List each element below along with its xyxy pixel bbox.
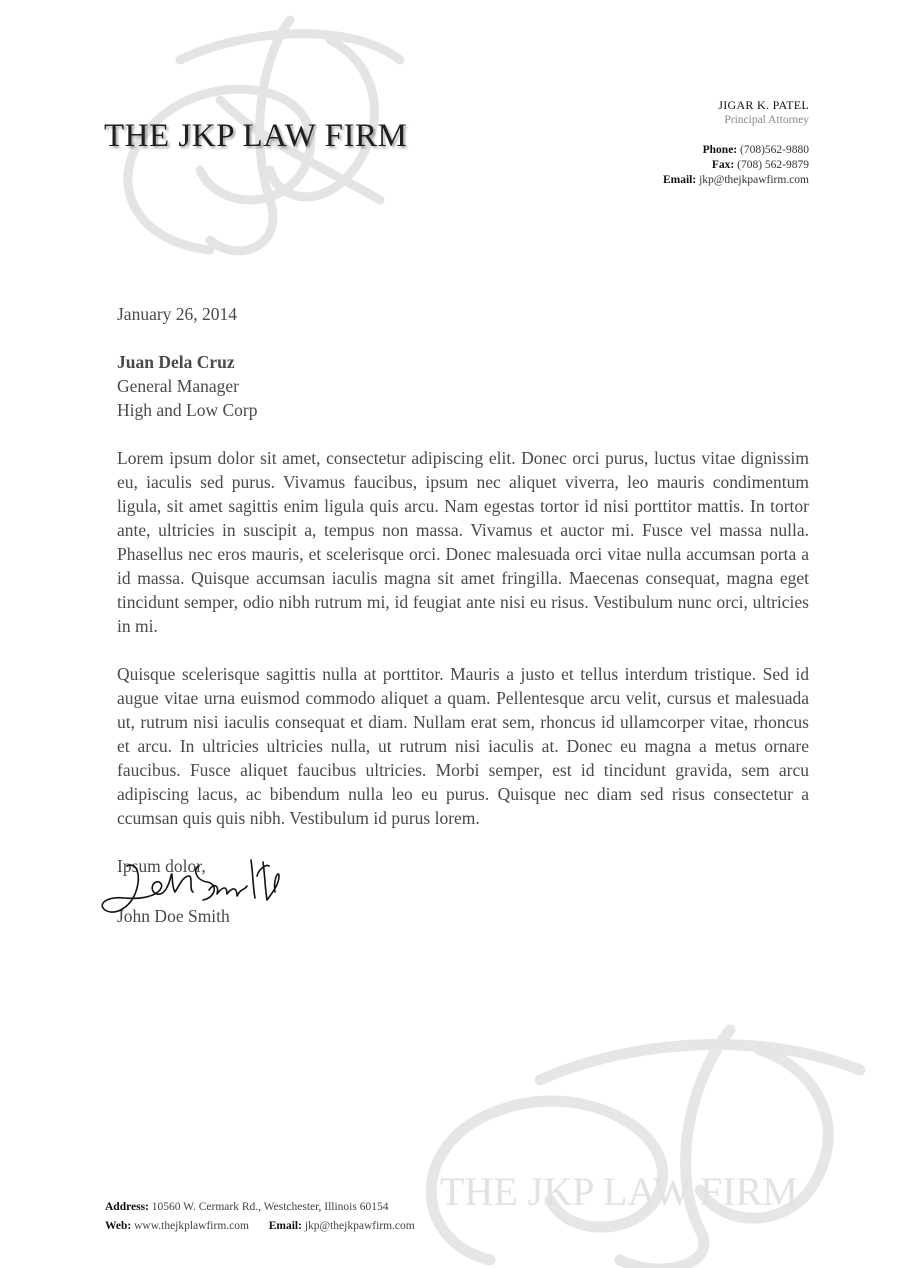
letter-body xyxy=(117,302,809,928)
footer-email-label: Email: xyxy=(268,1220,302,1232)
body-paragraph: Lorem ipsum dolor sit amet, consectetur adipiscing elit. Donec orci purus, luctus vitae dignissim eu, iaculis sed purus. Vivamus faucibus, ipsum nec aliquet viverra, leo mauris condimentum ligula, sit amet sagittis enim ligula quis arcu. Nam egestas tortor id nisi porttitor mattis. In tortor ante, ultricies in suscipit a, tempus non massa. Vivamus et auctor mi. Fusce vel massa nulla. Phasellus nec eros mauris, et scelerisque orci. Donec malesuada orci vitae nulla accumsan porta a id massa. Quisque accumsan iaculis magna sit amet fringilla. Maecenas consequat, magna eget tincidunt semper, odio nibh rutrum mi, id feugiat ante nisi eu risus. Vestibulum nunc orci, ultricies in mi. xyxy=(117,448,809,636)
recipient-block xyxy=(117,350,809,422)
closing-salutation: Ipsum dolor, xyxy=(117,856,206,876)
letterhead-footer xyxy=(105,1198,415,1236)
footer-email-link[interactable]: jkp@thejkpawfirm.com xyxy=(304,1220,415,1232)
signer-name: John Doe Smith xyxy=(117,906,230,926)
attorney-title: Principal Attorney xyxy=(724,114,809,126)
web-label: Web: xyxy=(105,1220,132,1232)
phone-line xyxy=(663,143,809,158)
web-link[interactable]: www.thejkplawfirm.com xyxy=(134,1220,249,1232)
footer-address-line xyxy=(105,1198,415,1217)
email-label: Email: xyxy=(662,174,697,186)
address-label: Address: xyxy=(105,1201,149,1213)
phone-label: Phone: xyxy=(702,144,738,156)
fax-line xyxy=(663,158,809,173)
recipient-title: General Manager xyxy=(117,376,239,396)
firm-name-heading: THE JKP LAW FIRM xyxy=(104,118,408,154)
signer-block xyxy=(117,904,809,928)
recipient-company: High and Low Corp xyxy=(117,400,258,420)
phone-value[interactable]: (708)562-9880 xyxy=(740,144,809,156)
footer-contact-line xyxy=(105,1217,415,1236)
handwritten-signature xyxy=(97,846,287,926)
email-line xyxy=(663,173,809,188)
attorney-name: JIGAR K. PATEL xyxy=(718,98,809,112)
recipient-name: Juan Dela Cruz xyxy=(117,352,235,372)
fax-label: Fax: xyxy=(711,159,735,171)
watermark-firm-name: THE JKP LAW FIRM xyxy=(440,1169,798,1214)
email-link[interactable]: jkp@thejkpawfirm.com xyxy=(699,174,809,186)
monogram-watermark-bottom xyxy=(400,1020,900,1268)
address-value: 10560 W. Cermark Rd., Westchester, Illinois 60154 xyxy=(151,1201,389,1213)
body-paragraph: Quisque scelerisque sagittis nulla at porttitor. Mauris a justo et tellus interdum tristique. Sed id augue vitae urna euismod commodo aliquet a quam. Pellentesque arcu velit, cursus et malesuada ut, rutrum nisi iaculis consequat et diam. Nullam erat sem, rhoncus id ullamcorper vitae, rhoncus et arcu. In ultricies ultricies nulla, ut rutrum nisi iaculis at. Donec eu magna a metus ornare faucibus. Fusce aliquet faucibus ultricies. Morbi semper, est id tincidunt gravida, sem arcu adipiscing lacus, ac bibendum nulla leo eu purus. Quisque nec diam sed risus consectetur a ccumsan quis quis nibh. Vestibulum id purus lorem. xyxy=(117,664,809,828)
letter-date: January 26, 2014 xyxy=(117,304,238,324)
fax-value: (708) 562-9879 xyxy=(737,159,809,171)
attorney-contact-block xyxy=(663,98,809,188)
